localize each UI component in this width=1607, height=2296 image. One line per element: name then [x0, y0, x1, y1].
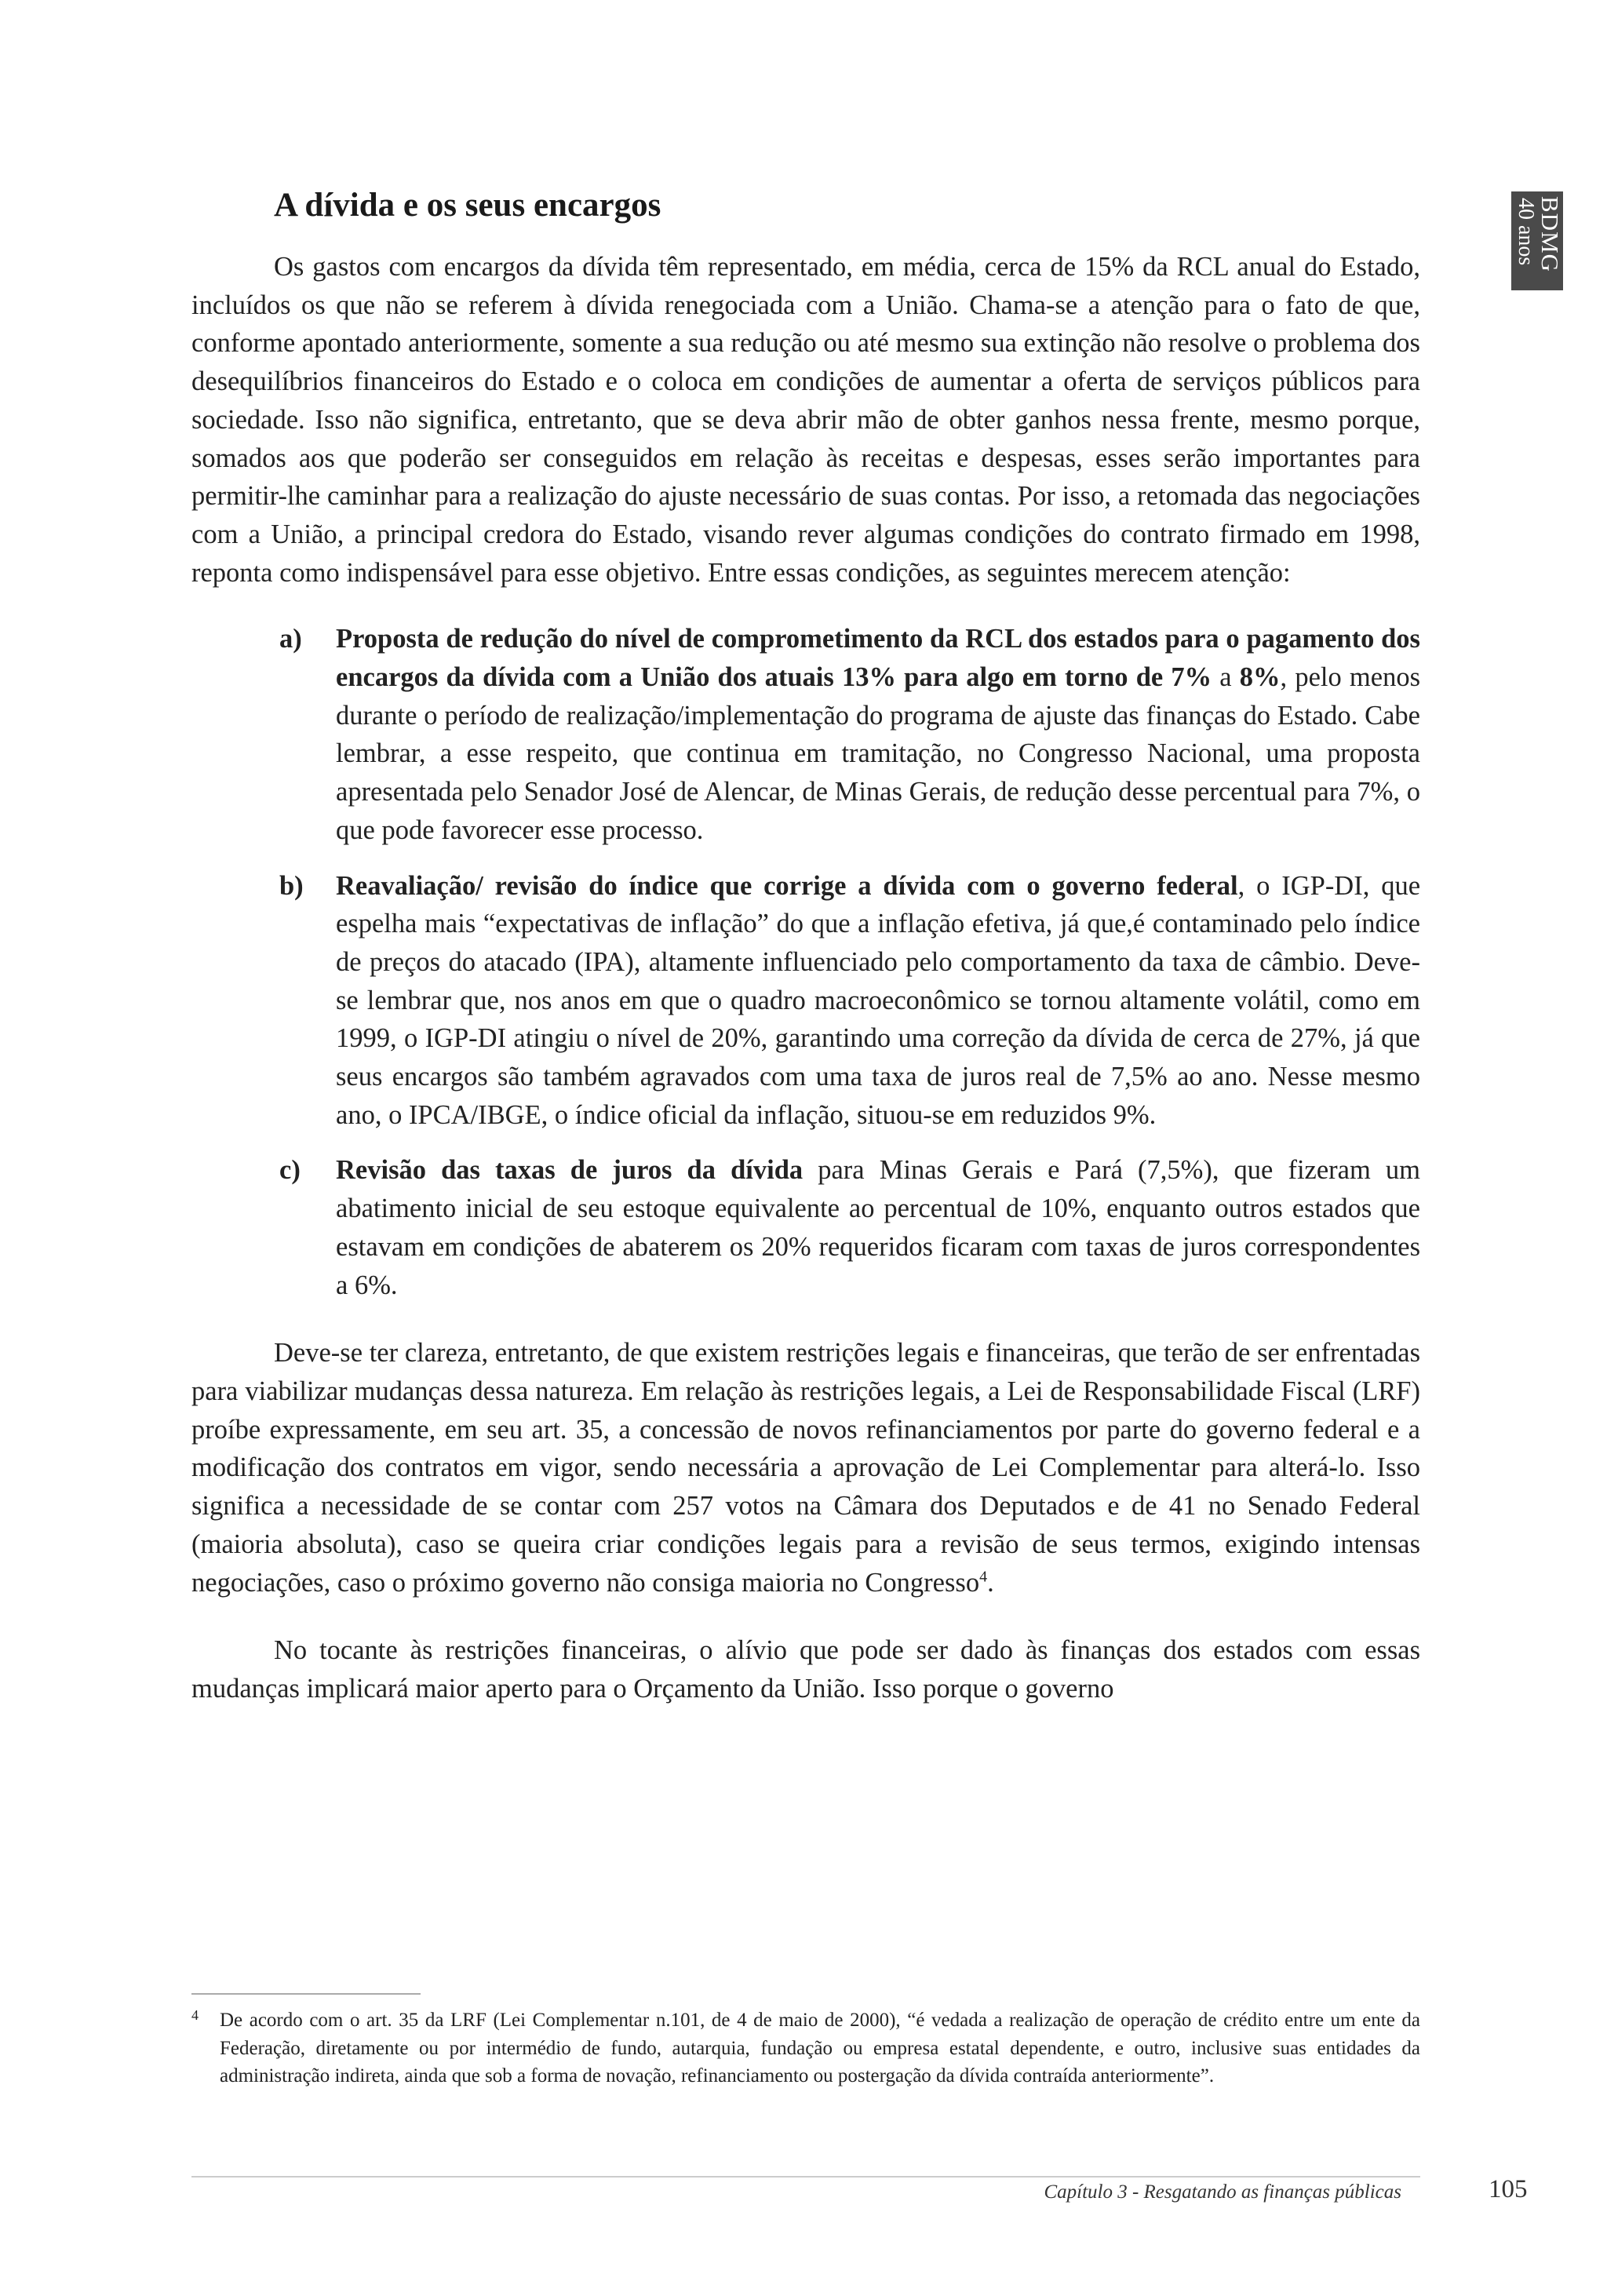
- item-text: , o IGP-DI, que espelha mais “expectativas de inflação” do que a inflação efetiva, já que,é contaminado pelo índice de preços do atacado (IPA), altamente influenciado pelo comportamento da taxa de câmbio. Deve-se lembrar que, nos anos em que o quadro macroeconômico se tornou altamente volátil, como em 1999, o IGP-DI atingiu o nível de 20%, garantindo uma correção da dívida de cerca de 27%, já que seus encargos são também agravados com uma taxa de juros real de 7,5% ao ano. Nesse mesmo ano, o IPCA/IBGE, o índice oficial da inflação, situou-se em reduzidos 9%.: [336, 870, 1421, 1130]
- footer-divider: [191, 2176, 1420, 2178]
- item-bold-text: 8%: [1239, 662, 1281, 693]
- intro-paragraph: Os gastos com encargos da dívida têm representado, em média, cerca de 15% da RCL anual do Estado, incluídos os que não se referem à dívida renegociada com a União. Chama-se a atenção para o fato de que, conforme apontado anteriormente, somente a sua redução ou até mesmo sua extinção não resolve o problema dos desequilíbrios financeiros do Estado e o coloca em condições de aumentar a oferta de serviços públicos para sociedade. Isso não significa, entretanto, que se deva abrir mão de obter ganhos nessa frente, mesmo porque, somados aos que poderão ser conseguidos em relação às receitas e despesas, esses serão importantes para permitir-lhe caminhar para a realização do ajuste necessário de suas contas. Por isso, a retomada das negociações com a União, a principal credora do Estado, visando rever algumas condições do contrato firmado em 1998, reponta como indispensável para esse objetivo. Entre essas condições, as seguintes merecem atenção:: [191, 252, 1420, 588]
- side-tab-subtitle: 40 anos: [1514, 198, 1538, 266]
- list-item: [191, 620, 1420, 849]
- paragraph-restrictions: [191, 1334, 1420, 1602]
- paragraph-text: Deve-se ter clareza, entretanto, de que existem restrições legais e financeiras, que terão de ser enfrentadas para viabilizar mudanças dessa natureza. Em relação às restrições legais, a Lei de Responsabilidade Fiscal (LRF) proíbe expressamente, em seu art. 35, a concessão de novos refinanciamentos por parte do governo federal e a modificação dos contratos em vigor, sendo necessária a aprovação de Lei Complementar para alterá-lo. Isso significa a necessidade de se contar com 257 votos na Câmara dos Deputados e de 41 no Senado Federal (maioria absoluta), caso se queira criar condições legais para a revisão de seus termos, exigindo intensas negociações, caso o próximo governo não consiga maioria no Congresso: [191, 1338, 1420, 1598]
- side-tab-brand: BDMG: [1536, 196, 1564, 273]
- footnote-text: De acordo com o art. 35 da LRF (Lei Complementar n.101, de 4 de maio de 2000), “é vedada a realização de operação de crédito entre um ente da Federação, diretamente ou por intermédio de fundo, autarquia, fundação ou empresa estatal dependente, e outro, inclusive suas entidades da administração indireta, ainda que sob a forma de novação, refinanciamento ou postergação da dívida contraída anteriormente”.: [220, 2010, 1420, 2086]
- bdmg-side-tab: [1511, 191, 1563, 290]
- item-text: , pelo menos durante o período de realização/implementação do programa de ajuste das finanças do Estado. Cabe lembrar, a esse respeito, que continua em tramitação, no Congresso Nacional, uma proposta apresentada pelo Senador José de Alencar, de Minas Gerais, de redução desse percentual para 7%, o que pode favorecer esse processo.: [336, 662, 1420, 845]
- footnote-number: 4: [191, 2007, 199, 2023]
- conditions-list: [191, 620, 1420, 1304]
- list-marker: a): [279, 624, 302, 654]
- paragraph-financial: No tocante às restrições financeiras, o alívio que pode ser dado às finanças dos estados com essas mudanças implicará maior aperto para o Orçamento da União. Isso porque o governo: [191, 1635, 1420, 1704]
- list-item: [191, 1151, 1420, 1304]
- footnote-ref[interactable]: 4: [979, 1568, 988, 1585]
- running-title: Capítulo 3 - Resgatando as finanças públicas: [1044, 2181, 1401, 2203]
- page-number: 105: [1489, 2175, 1528, 2203]
- item-text: para Minas Gerais e Pará (7,5%), que fizeram um abatimento inicial de seu estoque equivalente ao percentual de 10%, enquanto outros estados que estavam em condições de abaterem os 20% requeridos ficaram com taxas de juros correspondentes a 6%.: [336, 1155, 1420, 1300]
- item-bold-text: Proposta de redução do nível de comprometimento da RCL dos estados para o pagamento dos encargos da dívida com a União dos atuais 13% para algo em torno de 7%: [336, 624, 1420, 693]
- paragraph-end: .: [987, 1567, 994, 1598]
- item-bold-text: Reavaliação/ revisão do índice que corrige a dívida com o governo federal: [336, 870, 1238, 901]
- list-marker: b): [279, 870, 304, 901]
- section-heading: A dívida e os seus encargos: [274, 187, 661, 224]
- list-item: [191, 867, 1420, 1135]
- footnote: [191, 2006, 1420, 2090]
- item-text: a: [1212, 662, 1240, 693]
- footnote-divider: [191, 1993, 421, 1995]
- list-marker: c): [279, 1155, 301, 1186]
- main-content: [191, 182, 1420, 1708]
- item-bold-text: Revisão das taxas de juros da dívida: [336, 1155, 804, 1186]
